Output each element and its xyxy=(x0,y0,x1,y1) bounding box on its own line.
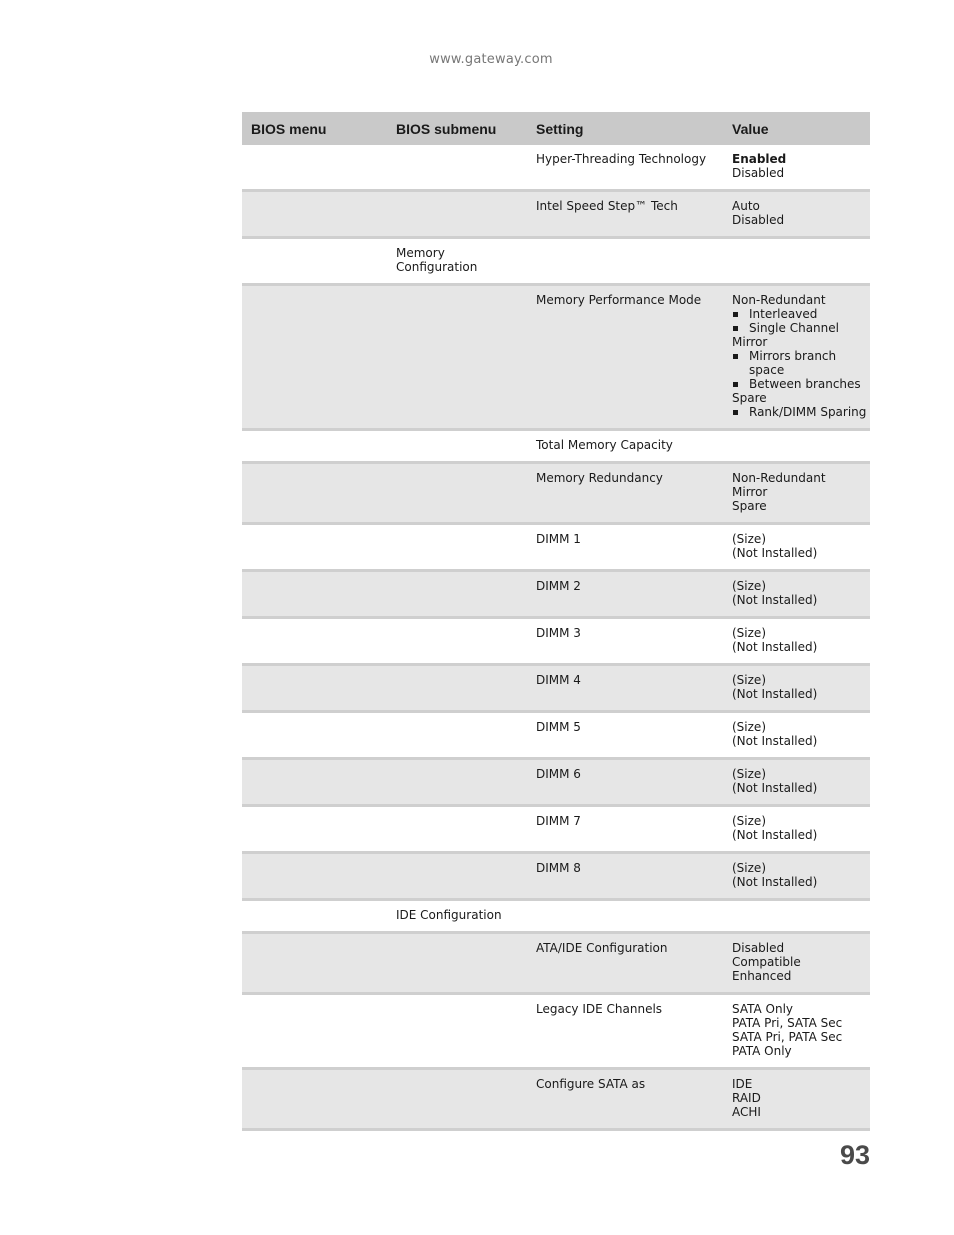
setting-cell xyxy=(527,900,723,933)
menu-cell xyxy=(242,1069,387,1130)
value-text: Compatible xyxy=(732,955,801,969)
value-option xyxy=(732,1030,868,1044)
value-option xyxy=(732,152,868,166)
value-text: Non-Redundant xyxy=(732,293,826,307)
header-bios-menu: BIOS menu xyxy=(242,112,387,145)
value-cell xyxy=(723,900,870,933)
value-bullet-item xyxy=(732,307,868,321)
menu-cell xyxy=(242,618,387,665)
table-row xyxy=(242,1069,870,1130)
setting-cell: DIMM 7 xyxy=(527,806,723,853)
setting-cell: DIMM 3 xyxy=(527,618,723,665)
value-text: (Not Installed) xyxy=(732,781,818,795)
table-row xyxy=(242,238,870,285)
value-option xyxy=(732,781,868,795)
table-header-row xyxy=(242,112,870,145)
value-option xyxy=(732,335,868,349)
value-option xyxy=(732,720,868,734)
value-text: PATA Pri, SATA Sec xyxy=(732,1016,843,1030)
submenu-cell xyxy=(387,994,527,1069)
value-text: (Not Installed) xyxy=(732,828,818,842)
value-option xyxy=(732,626,868,640)
table-row xyxy=(242,285,870,430)
value-text: (Not Installed) xyxy=(732,875,818,889)
value-option xyxy=(732,814,868,828)
value-text: (Not Installed) xyxy=(732,593,818,607)
value-text: Interleaved xyxy=(749,307,818,321)
menu-cell xyxy=(242,463,387,524)
menu-cell xyxy=(242,665,387,712)
value-text: Spare xyxy=(732,391,767,405)
menu-cell xyxy=(242,145,387,191)
value-bullet-item xyxy=(732,349,868,377)
value-text: Spare xyxy=(732,499,767,513)
setting-cell: Hyper-Threading Technology xyxy=(527,145,723,191)
menu-cell xyxy=(242,853,387,900)
submenu-cell xyxy=(387,853,527,900)
value-option xyxy=(732,471,868,485)
value-option xyxy=(732,734,868,748)
setting-cell: DIMM 8 xyxy=(527,853,723,900)
submenu-cell: IDE Configuration xyxy=(387,900,527,933)
value-text: Disabled xyxy=(732,166,785,180)
menu-cell xyxy=(242,712,387,759)
value-text: (Not Installed) xyxy=(732,546,818,560)
value-cell xyxy=(723,1069,870,1130)
value-option xyxy=(732,1105,868,1119)
value-bullet-item xyxy=(732,405,868,419)
setting-cell: DIMM 4 xyxy=(527,665,723,712)
setting-cell: Intel Speed Step™ Tech xyxy=(527,191,723,238)
submenu-cell xyxy=(387,712,527,759)
value-text: (Size) xyxy=(732,626,766,640)
value-option xyxy=(732,767,868,781)
bios-settings-table xyxy=(242,112,870,1131)
value-text: SATA Only xyxy=(732,1002,794,1016)
value-cell xyxy=(723,191,870,238)
bullet-icon xyxy=(733,326,738,331)
table-row xyxy=(242,759,870,806)
submenu-cell xyxy=(387,665,527,712)
submenu-cell xyxy=(387,524,527,571)
value-option xyxy=(732,1044,868,1058)
submenu-cell xyxy=(387,145,527,191)
submenu-cell xyxy=(387,618,527,665)
menu-cell xyxy=(242,238,387,285)
value-cell xyxy=(723,571,870,618)
value-text: Mirror xyxy=(732,485,768,499)
value-cell xyxy=(723,524,870,571)
setting-cell: DIMM 2 xyxy=(527,571,723,618)
submenu-cell xyxy=(387,933,527,994)
value-option xyxy=(732,293,868,307)
value-text: (Size) xyxy=(732,532,766,546)
menu-cell xyxy=(242,191,387,238)
table-row xyxy=(242,806,870,853)
value-cell xyxy=(723,806,870,853)
value-option xyxy=(732,1091,868,1105)
value-cell xyxy=(723,618,870,665)
bullet-icon xyxy=(733,410,738,415)
value-text: Between branches xyxy=(749,377,861,391)
menu-cell xyxy=(242,994,387,1069)
setting-cell: DIMM 1 xyxy=(527,524,723,571)
value-cell xyxy=(723,853,870,900)
setting-cell: Total Memory Capacity xyxy=(527,430,723,463)
value-cell xyxy=(723,145,870,191)
value-bullet-item xyxy=(732,321,868,335)
value-option xyxy=(732,673,868,687)
submenu-cell xyxy=(387,191,527,238)
table-row xyxy=(242,430,870,463)
setting-cell: Configure SATA as xyxy=(527,1069,723,1130)
value-option xyxy=(732,687,868,701)
page-number: 93 xyxy=(839,1140,870,1170)
value-text: Mirror xyxy=(732,335,768,349)
value-cell xyxy=(723,712,870,759)
setting-cell: Memory Redundancy xyxy=(527,463,723,524)
setting-cell xyxy=(527,238,723,285)
value-text: IDE xyxy=(732,1077,753,1091)
value-text: Mirrors branch space xyxy=(749,349,837,377)
setting-cell: DIMM 5 xyxy=(527,712,723,759)
table-row xyxy=(242,994,870,1069)
value-cell xyxy=(723,463,870,524)
value-option xyxy=(732,593,868,607)
submenu-cell xyxy=(387,759,527,806)
value-option xyxy=(732,213,868,227)
menu-cell xyxy=(242,430,387,463)
value-cell xyxy=(723,933,870,994)
table-row xyxy=(242,900,870,933)
bullet-icon xyxy=(733,382,738,387)
value-option xyxy=(732,1077,868,1091)
value-option xyxy=(732,875,868,889)
value-option xyxy=(732,640,868,654)
value-option xyxy=(732,861,868,875)
value-cell xyxy=(723,285,870,430)
value-text: Rank/DIMM Sparing xyxy=(749,405,867,419)
value-option xyxy=(732,546,868,560)
value-text: (Size) xyxy=(732,720,766,734)
value-option xyxy=(732,941,868,955)
value-text: Auto xyxy=(732,199,760,213)
menu-cell xyxy=(242,806,387,853)
value-text: (Size) xyxy=(732,673,766,687)
value-option xyxy=(732,532,868,546)
setting-cell: Memory Performance Mode xyxy=(527,285,723,430)
submenu-cell xyxy=(387,430,527,463)
table-row xyxy=(242,933,870,994)
table-row xyxy=(242,463,870,524)
value-text: Non-Redundant xyxy=(732,471,826,485)
bullet-icon xyxy=(733,312,738,317)
table-row xyxy=(242,665,870,712)
value-option xyxy=(732,1016,868,1030)
value-cell xyxy=(723,994,870,1069)
menu-cell xyxy=(242,524,387,571)
value-text: (Not Installed) xyxy=(732,734,818,748)
value-cell xyxy=(723,430,870,463)
value-text: (Size) xyxy=(732,579,766,593)
submenu-cell xyxy=(387,1069,527,1130)
header-value: Value xyxy=(723,112,870,145)
value-text: (Size) xyxy=(732,861,766,875)
menu-cell xyxy=(242,900,387,933)
table-row xyxy=(242,524,870,571)
submenu-cell xyxy=(387,806,527,853)
value-option xyxy=(732,166,868,180)
submenu-cell xyxy=(387,571,527,618)
table-row xyxy=(242,712,870,759)
table-body xyxy=(242,145,870,1130)
value-text: RAID xyxy=(732,1091,761,1105)
value-text: (Size) xyxy=(732,767,766,781)
value-cell xyxy=(723,238,870,285)
value-text: Enhanced xyxy=(732,969,792,983)
value-option xyxy=(732,199,868,213)
header-setting: Setting xyxy=(527,112,723,145)
value-text: SATA Pri, PATA Sec xyxy=(732,1030,843,1044)
menu-cell xyxy=(242,285,387,430)
menu-cell xyxy=(242,759,387,806)
value-text: (Not Installed) xyxy=(732,687,818,701)
menu-cell xyxy=(242,933,387,994)
table-row xyxy=(242,571,870,618)
value-option xyxy=(732,499,868,513)
value-option xyxy=(732,955,868,969)
table-row xyxy=(242,191,870,238)
setting-cell: Legacy IDE Channels xyxy=(527,994,723,1069)
setting-cell: DIMM 6 xyxy=(527,759,723,806)
site-url: www.gateway.com xyxy=(429,52,553,67)
value-option xyxy=(732,579,868,593)
value-cell xyxy=(723,665,870,712)
header-bios-submenu: BIOS submenu xyxy=(387,112,527,145)
value-option xyxy=(732,391,868,405)
value-text: (Not Installed) xyxy=(732,640,818,654)
value-cell xyxy=(723,759,870,806)
table-row xyxy=(242,853,870,900)
value-option xyxy=(732,969,868,983)
menu-cell xyxy=(242,571,387,618)
table-row xyxy=(242,618,870,665)
bullet-icon xyxy=(733,354,738,359)
value-text: PATA Only xyxy=(732,1044,792,1058)
value-text: Disabled xyxy=(732,213,785,227)
submenu-cell: Memory Configuration xyxy=(387,238,527,285)
value-text: Single Channel xyxy=(749,321,839,335)
value-option xyxy=(732,1002,868,1016)
value-text: (Size) xyxy=(732,814,766,828)
value-text: ACHI xyxy=(732,1105,761,1119)
table-row xyxy=(242,145,870,191)
submenu-cell xyxy=(387,463,527,524)
value-option xyxy=(732,828,868,842)
setting-cell: ATA/IDE Configuration xyxy=(527,933,723,994)
value-bullet-item xyxy=(732,377,868,391)
submenu-cell xyxy=(387,285,527,430)
value-option xyxy=(732,485,868,499)
value-text: Disabled xyxy=(732,941,785,955)
value-text: Enabled xyxy=(732,152,787,166)
